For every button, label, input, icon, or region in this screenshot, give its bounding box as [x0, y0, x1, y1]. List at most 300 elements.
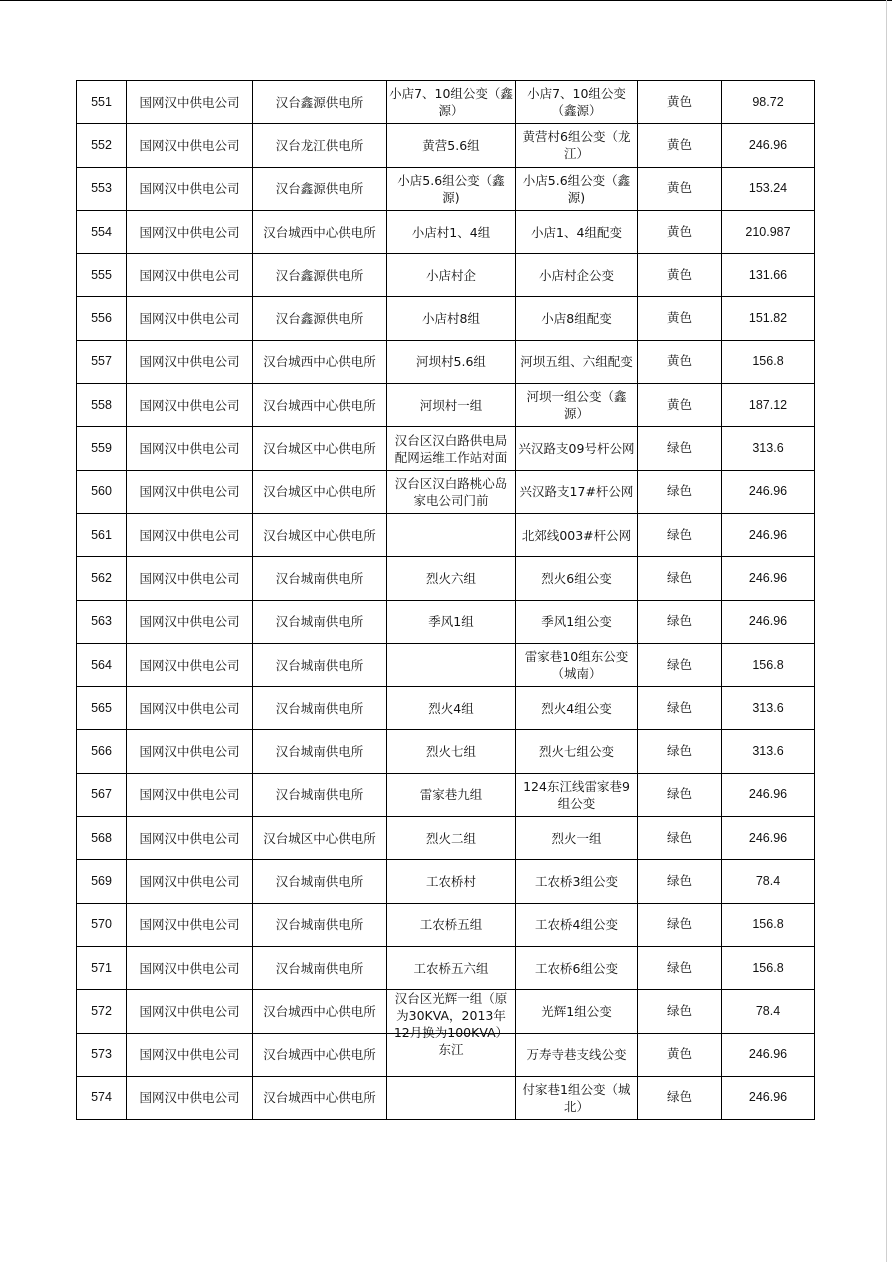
location-cell-text: 汉台区光辉一组（原为30KVA，2013年12月换为100KVA）东江: [393, 991, 509, 1058]
location-cell-text: 小店村1、4组: [411, 224, 491, 240]
transformer-cell-text: 河坝五组、六组配变: [520, 354, 633, 370]
company-cell-text: 国网汉中供电公司: [139, 441, 240, 457]
station-cell: [253, 643, 387, 686]
location-cell-text: 小店村企: [425, 267, 476, 283]
value-cell: [722, 860, 815, 903]
station-cell-text: 汉台城南供电所: [275, 570, 364, 586]
row-number-cell-text: 572: [91, 1003, 112, 1018]
station-cell-text: 汉台城南供电所: [275, 700, 364, 716]
station-cell-text: 汉台鑫源供电所: [275, 311, 364, 327]
station-cell: [253, 773, 387, 816]
color-status-cell-text: 绿色: [666, 570, 692, 585]
value-cell-text: 131.66: [748, 267, 788, 282]
value-cell-text: 151.82: [748, 311, 788, 326]
table-row: [77, 687, 815, 730]
color-status-cell-text: 绿色: [666, 917, 692, 932]
company-cell-text: 国网汉中供电公司: [139, 744, 240, 760]
table-row: [77, 817, 815, 860]
station-cell: [253, 210, 387, 253]
value-cell-text: 246.96: [748, 484, 788, 499]
table-row: [77, 167, 815, 210]
transformer-cell: [516, 687, 638, 730]
color-status-cell: [638, 340, 722, 383]
station-cell-text: 汉台城西中心供电所: [263, 1047, 376, 1063]
company-cell: [127, 513, 253, 556]
transformer-cell: [516, 1076, 638, 1119]
transformer-cell: [516, 600, 638, 643]
transformer-cell-text: 烈火一组: [551, 830, 602, 846]
color-status-cell: [638, 254, 722, 297]
location-cell: [387, 903, 516, 946]
station-cell-text: 汉台城区中心供电所: [263, 830, 376, 846]
company-cell: [127, 990, 253, 1033]
color-status-cell: [638, 124, 722, 167]
company-cell-text: 国网汉中供电公司: [139, 657, 240, 673]
row-number-cell-text: 555: [91, 267, 112, 282]
table-row: [77, 730, 815, 773]
value-cell-text: 246.96: [748, 527, 788, 542]
row-number-cell: [77, 1033, 127, 1076]
color-status-cell-text: 绿色: [666, 527, 692, 542]
row-number-cell: [77, 946, 127, 989]
transformer-cell-text: 小店1、4组配变: [531, 224, 622, 240]
value-cell: [722, 427, 815, 470]
color-status-cell-text: 绿色: [666, 830, 692, 845]
row-number-cell: [77, 254, 127, 297]
row-number-cell-text: 552: [91, 137, 112, 152]
row-number-cell-text: 573: [91, 1047, 112, 1062]
station-cell-text: 汉台城南供电所: [275, 657, 364, 673]
location-cell: [387, 210, 516, 253]
location-cell: [387, 990, 516, 1058]
table-row: [77, 990, 815, 1033]
company-cell-text: 国网汉中供电公司: [139, 570, 240, 586]
table-row: [77, 124, 815, 167]
table-row: [77, 600, 815, 643]
color-status-cell: [638, 773, 722, 816]
table-row: [77, 340, 815, 383]
color-status-cell-text: 绿色: [666, 1090, 692, 1105]
location-cell: [387, 946, 516, 989]
table-row: [77, 297, 815, 340]
color-status-cell: [638, 513, 722, 556]
color-status-cell-text: 黄色: [666, 94, 692, 109]
station-cell: [253, 817, 387, 860]
table-row: [77, 1076, 815, 1119]
color-status-cell: [638, 687, 722, 730]
color-status-cell-text: 绿色: [666, 744, 692, 759]
station-cell: [253, 860, 387, 903]
value-cell-text: 210.987: [745, 224, 791, 239]
station-cell: [253, 167, 387, 210]
location-cell: [387, 167, 516, 210]
company-cell-text: 国网汉中供电公司: [139, 960, 240, 976]
table-row: [77, 946, 815, 989]
color-status-cell: [638, 860, 722, 903]
transformer-cell-text: 烈火6组公变: [541, 570, 612, 586]
value-cell: [722, 990, 815, 1033]
location-cell-text: 工农桥村: [425, 873, 476, 889]
value-cell-text: 156.8: [752, 917, 784, 932]
station-cell: [253, 384, 387, 427]
table-row: [77, 384, 815, 427]
location-cell-text: 小店村8组: [422, 311, 480, 327]
page-right-edge: [886, 0, 887, 1262]
company-cell-text: 国网汉中供电公司: [139, 311, 240, 327]
value-cell-text: 98.72: [752, 94, 784, 109]
station-cell-text: 汉台城南供电所: [275, 873, 364, 889]
station-cell: [253, 1076, 387, 1119]
company-cell: [127, 600, 253, 643]
row-number-cell-text: 567: [91, 787, 112, 802]
transformer-cell-text: 工农桥4组公变: [535, 917, 618, 933]
location-cell-text: 烈火六组: [425, 570, 476, 586]
row-number-cell: [77, 81, 127, 124]
transformer-cell-text: 光辉1组公变: [541, 1003, 612, 1019]
row-number-cell: [77, 643, 127, 686]
location-cell: [387, 687, 516, 730]
value-cell: [722, 81, 815, 124]
company-cell: [127, 730, 253, 773]
row-number-cell: [77, 773, 127, 816]
color-status-cell: [638, 1033, 722, 1076]
station-cell: [253, 990, 387, 1033]
company-cell: [127, 81, 253, 124]
company-cell: [127, 210, 253, 253]
row-number-cell-text: 565: [91, 700, 112, 715]
transformer-cell-text: 北郊线003#杆公网: [521, 527, 632, 543]
transformer-cell: [516, 903, 638, 946]
company-cell: [127, 124, 253, 167]
location-cell: [387, 427, 516, 470]
row-number-cell: [77, 470, 127, 513]
value-cell: [722, 340, 815, 383]
transformer-cell: [516, 513, 638, 556]
color-status-cell: [638, 730, 722, 773]
location-cell: [387, 470, 516, 513]
location-cell-text: 黄营5.6组: [422, 137, 480, 153]
company-cell-text: 国网汉中供电公司: [139, 354, 240, 370]
value-cell: [722, 557, 815, 600]
row-number-cell-text: 557: [91, 354, 112, 369]
color-status-cell-text: 绿色: [666, 441, 692, 456]
color-status-cell-text: 绿色: [666, 484, 692, 499]
value-cell-text: 78.4: [755, 1003, 781, 1018]
value-cell: [722, 124, 815, 167]
company-cell: [127, 167, 253, 210]
row-number-cell-text: 570: [91, 917, 112, 932]
value-cell-text: 156.8: [752, 960, 784, 975]
location-cell-text: 工农桥五组: [419, 917, 483, 933]
value-cell-text: 246.96: [748, 614, 788, 629]
color-status-cell: [638, 817, 722, 860]
company-cell-text: 国网汉中供电公司: [139, 917, 240, 933]
table-row: [77, 513, 815, 556]
row-number-cell-text: 560: [91, 484, 112, 499]
table-row: [77, 643, 815, 686]
row-number-cell: [77, 384, 127, 427]
value-cell: [722, 903, 815, 946]
transformer-cell-text: 124东江线雷家巷9组公变: [523, 778, 630, 811]
color-status-cell: [638, 427, 722, 470]
row-number-cell-text: 574: [91, 1090, 112, 1105]
station-cell-text: 汉台城南供电所: [275, 744, 364, 760]
location-cell-text: 河坝村一组: [419, 397, 483, 413]
transformer-cell: [516, 470, 638, 513]
value-cell-text: 246.96: [748, 570, 788, 585]
value-cell: [722, 773, 815, 816]
row-number-cell: [77, 600, 127, 643]
location-cell-text: 汉台区汉白路供电局配网运维工作站对面: [394, 432, 508, 465]
transformer-cell: [516, 297, 638, 340]
row-number-cell-text: 571: [91, 960, 112, 975]
location-cell: [387, 600, 516, 643]
value-cell-text: 313.6: [752, 700, 784, 715]
row-number-cell-text: 559: [91, 441, 112, 456]
color-status-cell: [638, 210, 722, 253]
location-cell: [387, 124, 516, 167]
value-cell: [722, 817, 815, 860]
company-cell-text: 国网汉中供电公司: [139, 224, 240, 240]
location-cell-text: 烈火七组: [425, 744, 476, 760]
company-cell: [127, 773, 253, 816]
station-cell: [253, 297, 387, 340]
row-number-cell: [77, 124, 127, 167]
value-cell: [722, 600, 815, 643]
transformer-cell-text: 烈火七组公变: [538, 744, 614, 760]
value-cell-text: 78.4: [755, 873, 781, 888]
page-top-border: [0, 0, 892, 1]
transformer-cell-text: 小店5.6组公变（鑫源): [522, 172, 631, 205]
company-cell: [127, 427, 253, 470]
transformer-cell-text: 雷家巷10组东公变（城南）: [524, 649, 629, 681]
value-cell: [722, 730, 815, 773]
value-cell: [722, 513, 815, 556]
company-cell: [127, 340, 253, 383]
row-number-cell-text: 561: [91, 527, 112, 542]
company-cell-text: 国网汉中供电公司: [139, 397, 240, 413]
location-cell: [387, 340, 516, 383]
transformer-cell-text: 工农桥3组公变: [535, 873, 618, 889]
station-cell-text: 汉台城南供电所: [275, 960, 364, 976]
color-status-cell-text: 绿色: [666, 1003, 692, 1018]
location-cell-text: 小店5.6组公变（鑫源): [397, 172, 505, 205]
station-cell: [253, 1033, 387, 1076]
value-cell: [722, 946, 815, 989]
table-row: [77, 903, 815, 946]
station-cell: [253, 254, 387, 297]
transformer-cell: [516, 254, 638, 297]
value-cell: [722, 1033, 815, 1076]
station-cell-text: 汉台城南供电所: [275, 614, 364, 630]
company-cell: [127, 860, 253, 903]
company-cell: [127, 946, 253, 989]
table-row: [77, 427, 815, 470]
color-status-cell: [638, 643, 722, 686]
company-cell-text: 国网汉中供电公司: [139, 527, 240, 543]
value-cell-text: 313.6: [752, 744, 784, 759]
color-status-cell-text: 黄色: [666, 267, 692, 282]
transformer-cell-text: 季风1组公变: [541, 614, 612, 630]
data-table-body: [77, 81, 815, 1120]
transformer-cell: [516, 817, 638, 860]
transformer-cell: [516, 1033, 638, 1076]
station-cell-text: 汉台城区中心供电所: [263, 527, 376, 543]
color-status-cell-text: 绿色: [666, 960, 692, 975]
station-cell: [253, 81, 387, 124]
table-row: [77, 81, 815, 124]
color-status-cell: [638, 167, 722, 210]
location-cell-text: 汉台区汉白路桃心岛家电公司门前: [394, 475, 508, 508]
row-number-cell-text: 562: [91, 570, 112, 585]
transformer-cell-text: 小店村企公变: [538, 267, 614, 283]
value-cell: [722, 384, 815, 427]
transformer-cell: [516, 167, 638, 210]
location-cell: [387, 384, 516, 427]
transformer-cell-text: 兴汉路支17#杆公网: [519, 484, 634, 500]
row-number-cell-text: 569: [91, 873, 112, 888]
color-status-cell-text: 黄色: [666, 397, 692, 412]
station-cell: [253, 687, 387, 730]
company-cell: [127, 470, 253, 513]
company-cell-text: 国网汉中供电公司: [139, 484, 240, 500]
transformer-cell: [516, 730, 638, 773]
row-number-cell-text: 554: [91, 224, 112, 239]
row-number-cell: [77, 557, 127, 600]
color-status-cell: [638, 384, 722, 427]
value-cell-text: 313.6: [752, 441, 784, 456]
color-status-cell-text: 绿色: [666, 873, 692, 888]
value-cell: [722, 643, 815, 686]
color-status-cell: [638, 470, 722, 513]
color-status-cell: [638, 297, 722, 340]
station-cell: [253, 427, 387, 470]
location-cell-text: 雷家巷九组: [419, 787, 483, 803]
value-cell-text: 187.12: [748, 397, 788, 412]
color-status-cell-text: 绿色: [666, 700, 692, 715]
value-cell-text: 156.8: [752, 354, 784, 369]
station-cell-text: 汉台城区中心供电所: [263, 441, 376, 457]
value-cell: [722, 210, 815, 253]
transformer-cell: [516, 340, 638, 383]
location-cell-text: 小店7、10组公变（鑫源）: [389, 86, 513, 119]
transformer-cell: [516, 384, 638, 427]
company-cell-text: 国网汉中供电公司: [139, 873, 240, 889]
location-cell-text: 工农桥五六组: [413, 960, 489, 976]
row-number-cell: [77, 427, 127, 470]
row-number-cell: [77, 687, 127, 730]
company-cell: [127, 297, 253, 340]
company-cell-text: 国网汉中供电公司: [139, 94, 240, 110]
row-number-cell: [77, 210, 127, 253]
location-cell: [387, 254, 516, 297]
station-cell: [253, 124, 387, 167]
color-status-cell-text: 黄色: [666, 354, 692, 369]
location-cell: [387, 513, 516, 556]
color-status-cell-text: 黄色: [666, 311, 692, 326]
transformer-cell: [516, 81, 638, 124]
transformer-cell: [516, 124, 638, 167]
color-status-cell-text: 黄色: [666, 137, 692, 152]
location-cell: [387, 817, 516, 860]
station-cell: [253, 340, 387, 383]
color-status-cell-text: 黄色: [666, 1047, 692, 1062]
color-status-cell-text: 黄色: [666, 181, 692, 196]
station-cell-text: 汉台城西中心供电所: [263, 224, 376, 240]
color-status-cell-text: 绿色: [666, 787, 692, 802]
color-status-cell: [638, 600, 722, 643]
color-status-cell: [638, 903, 722, 946]
company-cell: [127, 1076, 253, 1119]
table-row: [77, 254, 815, 297]
station-cell-text: 汉台城南供电所: [275, 787, 364, 803]
row-number-cell: [77, 990, 127, 1033]
company-cell-text: 国网汉中供电公司: [139, 1003, 240, 1019]
value-cell: [722, 254, 815, 297]
transformer-cell-text: 河坝一组公变（鑫源）: [526, 389, 627, 422]
transformer-cell: [516, 946, 638, 989]
location-cell: [387, 730, 516, 773]
location-cell: [387, 643, 516, 686]
transformer-cell: [516, 643, 638, 686]
company-cell-text: 国网汉中供电公司: [139, 181, 240, 197]
location-cell: [387, 1076, 516, 1119]
transformer-cell: [516, 427, 638, 470]
location-cell: [387, 81, 516, 124]
row-number-cell: [77, 1076, 127, 1119]
station-cell: [253, 513, 387, 556]
row-number-cell-text: 564: [91, 657, 112, 672]
transformer-cell-text: 万寿寺巷支线公变: [526, 1047, 627, 1063]
table-row: [77, 773, 815, 816]
transformer-cell: [516, 860, 638, 903]
company-cell-text: 国网汉中供电公司: [139, 700, 240, 716]
company-cell-text: 国网汉中供电公司: [139, 1047, 240, 1063]
value-cell: [722, 297, 815, 340]
station-cell: [253, 557, 387, 600]
row-number-cell: [77, 297, 127, 340]
location-cell: [387, 773, 516, 816]
row-number-cell: [77, 730, 127, 773]
transformer-cell-text: 黄营村6组公变（龙江）: [522, 129, 631, 162]
transformer-cell-text: 付家巷1组公变（城北）: [522, 1081, 631, 1114]
company-cell-text: 国网汉中供电公司: [139, 614, 240, 630]
station-cell-text: 汉台城西中心供电所: [263, 354, 376, 370]
value-cell-text: 156.8: [752, 657, 784, 672]
station-cell-text: 汉台城西中心供电所: [263, 397, 376, 413]
station-cell-text: 汉台鑫源供电所: [275, 267, 364, 283]
transformer-cell-text: 兴汉路支09号杆公网: [518, 441, 635, 457]
color-status-cell: [638, 946, 722, 989]
value-cell-text: 246.96: [748, 830, 788, 845]
row-number-cell: [77, 903, 127, 946]
location-cell-text: 烈火二组: [425, 830, 476, 846]
station-cell-text: 汉台鑫源供电所: [275, 94, 364, 110]
company-cell-text: 国网汉中供电公司: [139, 1090, 240, 1106]
value-cell: [722, 1076, 815, 1119]
station-cell-text: 汉台城西中心供电所: [263, 1003, 376, 1019]
company-cell-text: 国网汉中供电公司: [139, 787, 240, 803]
row-number-cell-text: 556: [91, 311, 112, 326]
station-cell-text: 汉台鑫源供电所: [275, 181, 364, 197]
value-cell: [722, 687, 815, 730]
station-cell-text: 汉台城区中心供电所: [263, 484, 376, 500]
row-number-cell-text: 568: [91, 830, 112, 845]
location-cell-text: 季风1组: [428, 614, 474, 630]
company-cell-text: 国网汉中供电公司: [139, 830, 240, 846]
row-number-cell-text: 553: [91, 181, 112, 196]
company-cell: [127, 687, 253, 730]
